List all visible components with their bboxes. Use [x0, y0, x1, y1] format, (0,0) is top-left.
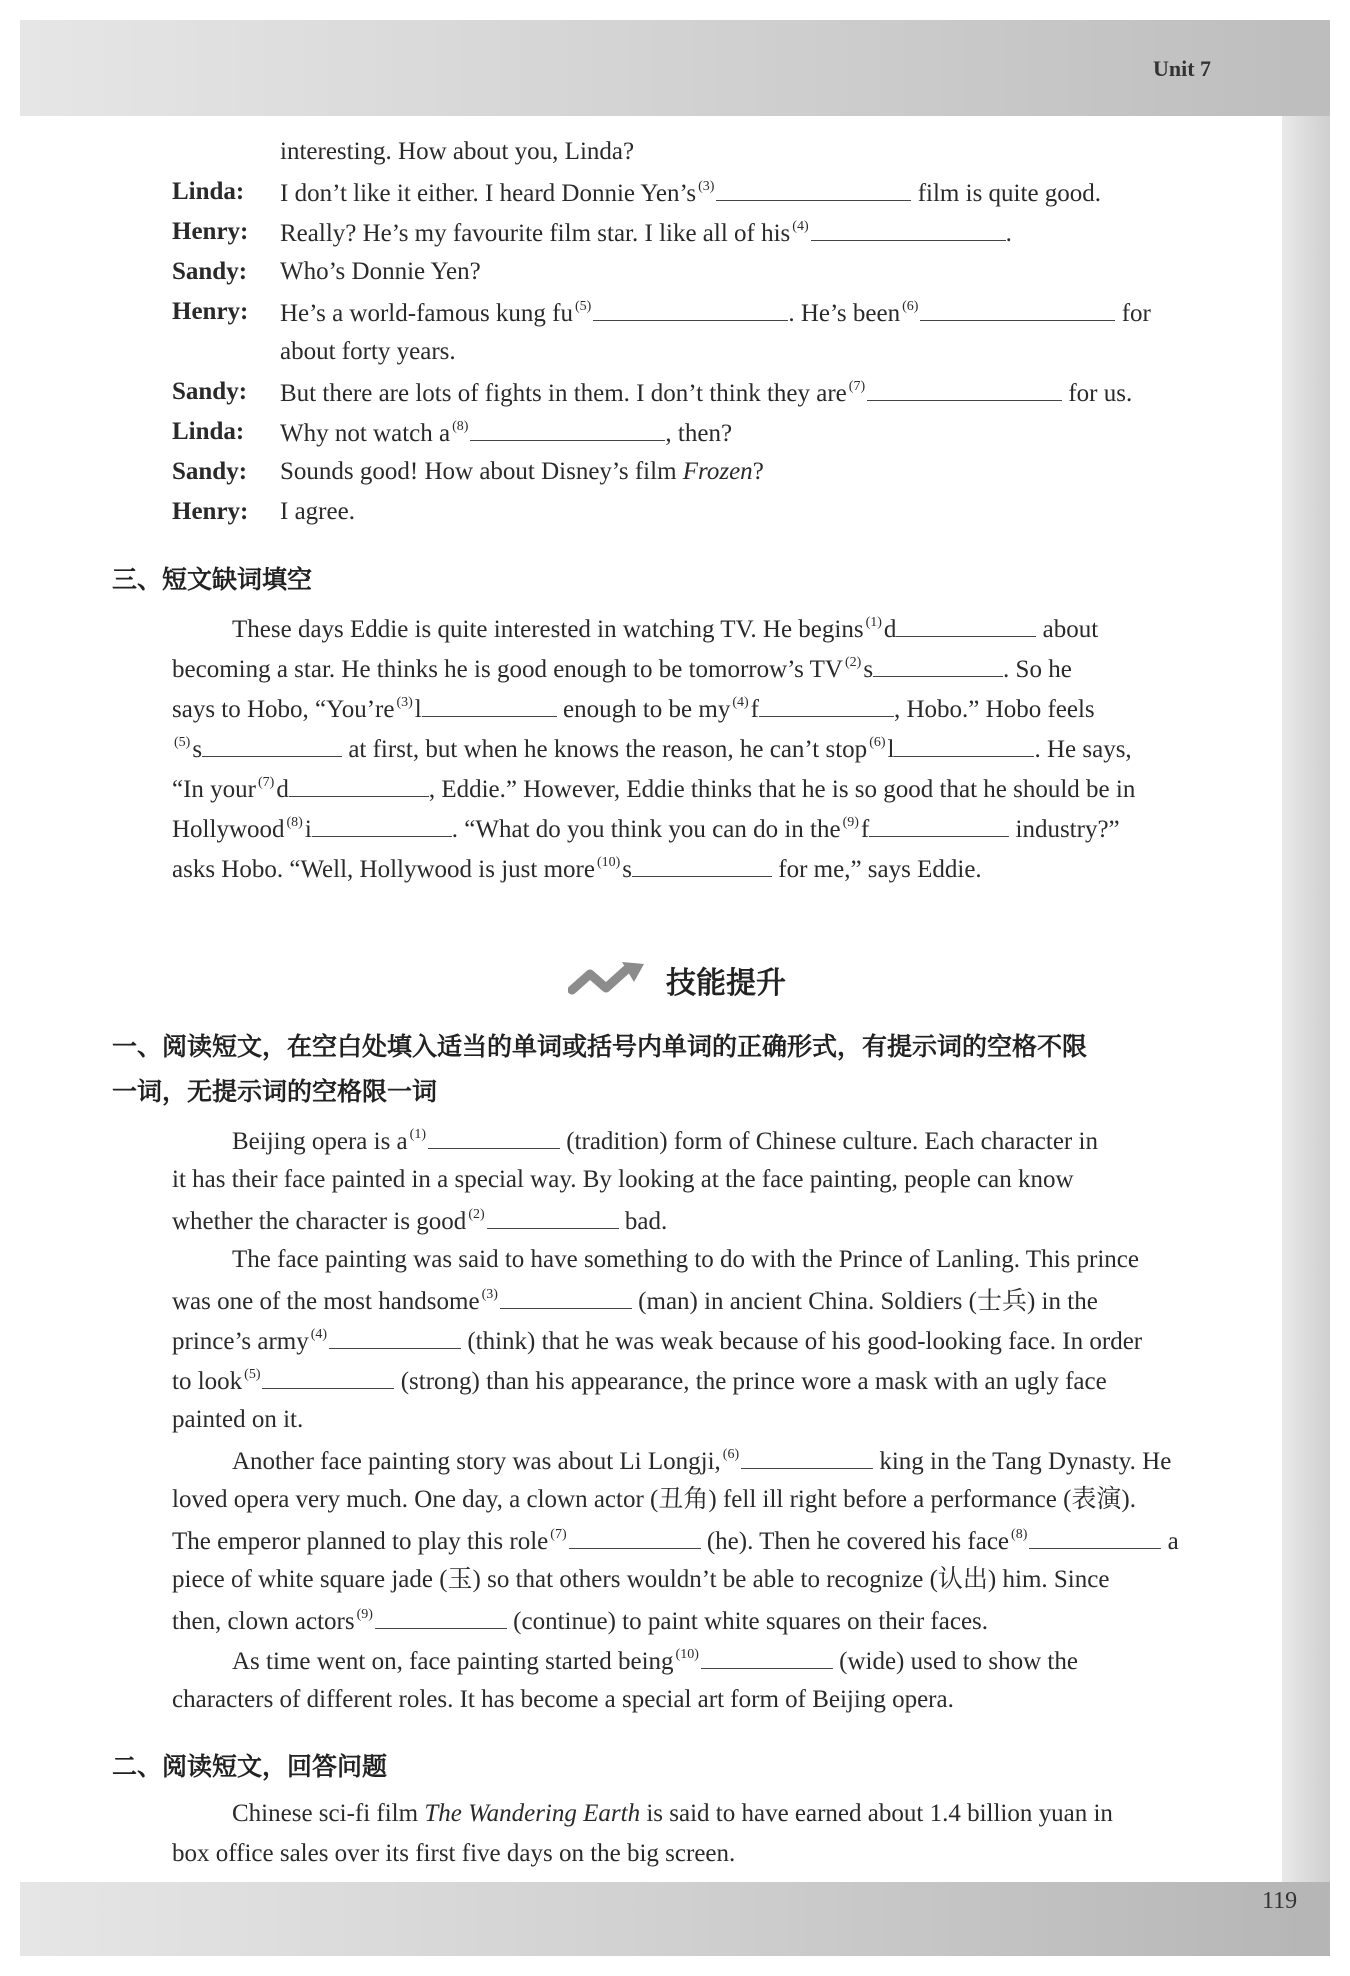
answer-blank[interactable]: [1029, 1524, 1161, 1549]
passage-line: it has their face painted in a special way. By looking at the face painting, people can know: [172, 1166, 1074, 1193]
dialogue-line: He’s a world-famous kung fu $^{(5)}$ . He’s been $^{(6)}$ for: [280, 296, 1151, 334]
answer-blank[interactable]: [202, 732, 342, 757]
answer-blank[interactable]: [470, 416, 665, 441]
passage-line: characters of different roles. It has become a special art form of Beijing opera.: [172, 1686, 954, 1713]
answer-blank[interactable]: [487, 1204, 619, 1229]
trend-arrow-icon: [568, 960, 652, 1000]
answer-blank[interactable]: [896, 612, 1036, 637]
passage-line: piece of white square jade (玉) so that others wouldn’t be able to recognize (认出) him. Since: [172, 1566, 1110, 1593]
passage-line: to look $^{(5)}$ (strong) than his appearance, the prince wore a mask with an ugly face: [172, 1364, 1107, 1402]
answer-blank[interactable]: [716, 176, 911, 201]
answer-blank[interactable]: [701, 1644, 833, 1669]
passage-line: whether the character is good $^{(2)}$ bad.: [172, 1204, 667, 1242]
passage-line: These days Eddie is quite interested in watching TV. He begins $^{(1)}$d about: [232, 612, 1098, 650]
dialogue-line: I agree.: [280, 498, 355, 525]
answer-blank[interactable]: [428, 1124, 560, 1149]
speaker-name: Sandy:: [172, 458, 248, 485]
answer-blank[interactable]: [329, 1324, 461, 1349]
speaker-name: Sandy:: [172, 378, 248, 405]
answer-blank[interactable]: [867, 376, 1062, 401]
passage-line: The emperor planned to play this role $^{(7)}$ (he). Then he covered his face $^{(8)}$ a: [172, 1524, 1179, 1562]
passage-line: says to Hobo, “You’re $^{(3)}$l enough to be my $^{(4)}$f , Hobo.” Hobo feels: [172, 692, 1095, 730]
section-title: 技能提升: [666, 966, 786, 1001]
answer-blank[interactable]: [632, 852, 772, 877]
dialogue-line: Sounds good! How about Disney’s film Frozen?: [280, 458, 764, 485]
passage-line: Another face painting story was about Li Longji, $^{(6)}$ king in the Tang Dynasty. He: [232, 1444, 1171, 1482]
section-heading: 三、短文缺词填空: [112, 565, 313, 594]
answer-blank[interactable]: [759, 692, 894, 717]
speaker-name: Henry:: [172, 218, 249, 245]
task-heading: 一、阅读短文，在空白处填入适当的单词或括号内单词的正确形式，有提示词的空格不限: [112, 1032, 1088, 1061]
answer-blank[interactable]: [569, 1524, 701, 1549]
answer-blank[interactable]: [811, 216, 1006, 241]
speaker-name: Linda:: [172, 418, 245, 445]
dialogue-line: about forty years.: [280, 338, 456, 365]
passage-line: prince’s army $^{(4)}$ (think) that he was weak because of his good-looking face. In order: [172, 1324, 1142, 1362]
answer-blank[interactable]: [262, 1364, 394, 1389]
speaker-name: Henry:: [172, 498, 249, 525]
answer-blank[interactable]: [869, 812, 1009, 837]
dialogue-line: interesting. How about you, Linda?: [280, 138, 635, 165]
dialogue-line: Really? He’s my favourite film star. I like all of his $^{(4)}$ .: [280, 216, 1012, 254]
passage-line: Hollywood $^{(8)}$i . “What do you think you can do in the $^{(9)}$f industry?”: [172, 812, 1120, 850]
answer-blank[interactable]: [873, 652, 1003, 677]
passage-line: loved opera very much. One day, a clown actor (丑角) fell ill right before a performance (表演).: [172, 1486, 1136, 1513]
answer-blank[interactable]: [593, 296, 788, 321]
dialogue-line: But there are lots of fights in them. I don’t think they are $^{(7)}$ for us.: [280, 376, 1132, 414]
answer-blank[interactable]: [920, 296, 1115, 321]
task-heading: 二、阅读短文，回答问题: [112, 1752, 388, 1781]
answer-blank[interactable]: [375, 1604, 507, 1629]
answer-blank[interactable]: [500, 1284, 632, 1309]
passage-line: asks Hobo. “Well, Hollywood is just more $^{(10)}$s for me,” says Eddie.: [172, 852, 982, 890]
speaker-name: Sandy:: [172, 258, 248, 285]
passage-line: “In your $^{(7)}$d , Eddie.” However, Eddie thinks that he is so good that he should be in: [172, 772, 1135, 810]
passage-line: The face painting was said to have something to do with the Prince of Lanling. This prince: [232, 1246, 1139, 1273]
dialogue-line: Why not watch a $^{(8)}$ , then?: [280, 416, 732, 454]
page-number: 119: [1262, 1888, 1298, 1914]
speaker-name: Linda:: [172, 178, 245, 205]
passage-line: then, clown actors $^{(9)}$ (continue) to paint white squares on their faces.: [172, 1604, 988, 1642]
speaker-name: Henry:: [172, 298, 249, 325]
task-heading: 一词，无提示词的空格限一词: [112, 1077, 438, 1106]
unit-label: Unit 7: [1153, 56, 1212, 81]
dialogue-line: Who’s Donnie Yen?: [280, 258, 481, 285]
passage-line: becoming a star. He thinks he is good enough to be tomorrow’s TV $^{(2)}$s . So he: [172, 652, 1072, 690]
passage-line: painted on it.: [172, 1406, 304, 1433]
passage-line: was one of the most handsome $^{(3)}$ (man) in ancient China. Soldiers (士兵) in the: [172, 1284, 1098, 1322]
answer-blank[interactable]: [741, 1444, 873, 1469]
answer-blank[interactable]: [312, 812, 452, 837]
passage-line: As time went on, face painting started being $^{(10)}$ (wide) used to show the: [232, 1644, 1078, 1682]
passage-line: Chinese sci-fi film The Wandering Earth is said to have earned about 1.4 billion yuan in: [232, 1800, 1113, 1827]
passage-line: $^{(5)}$s at first, but when he knows the reason, he can’t stop $^{(6)}$l . He says,: [172, 732, 1132, 770]
passage-line: box office sales over its first five days on the big screen.: [172, 1840, 736, 1867]
answer-blank[interactable]: [894, 732, 1034, 757]
passage-line: Beijing opera is a $^{(1)}$ (tradition) form of Chinese culture. Each character in: [232, 1124, 1098, 1162]
answer-blank[interactable]: [289, 772, 429, 797]
dialogue-line: I don’t like it either. I heard Donnie Yen’s $^{(3)}$ film is quite good.: [280, 176, 1101, 214]
answer-blank[interactable]: [422, 692, 557, 717]
